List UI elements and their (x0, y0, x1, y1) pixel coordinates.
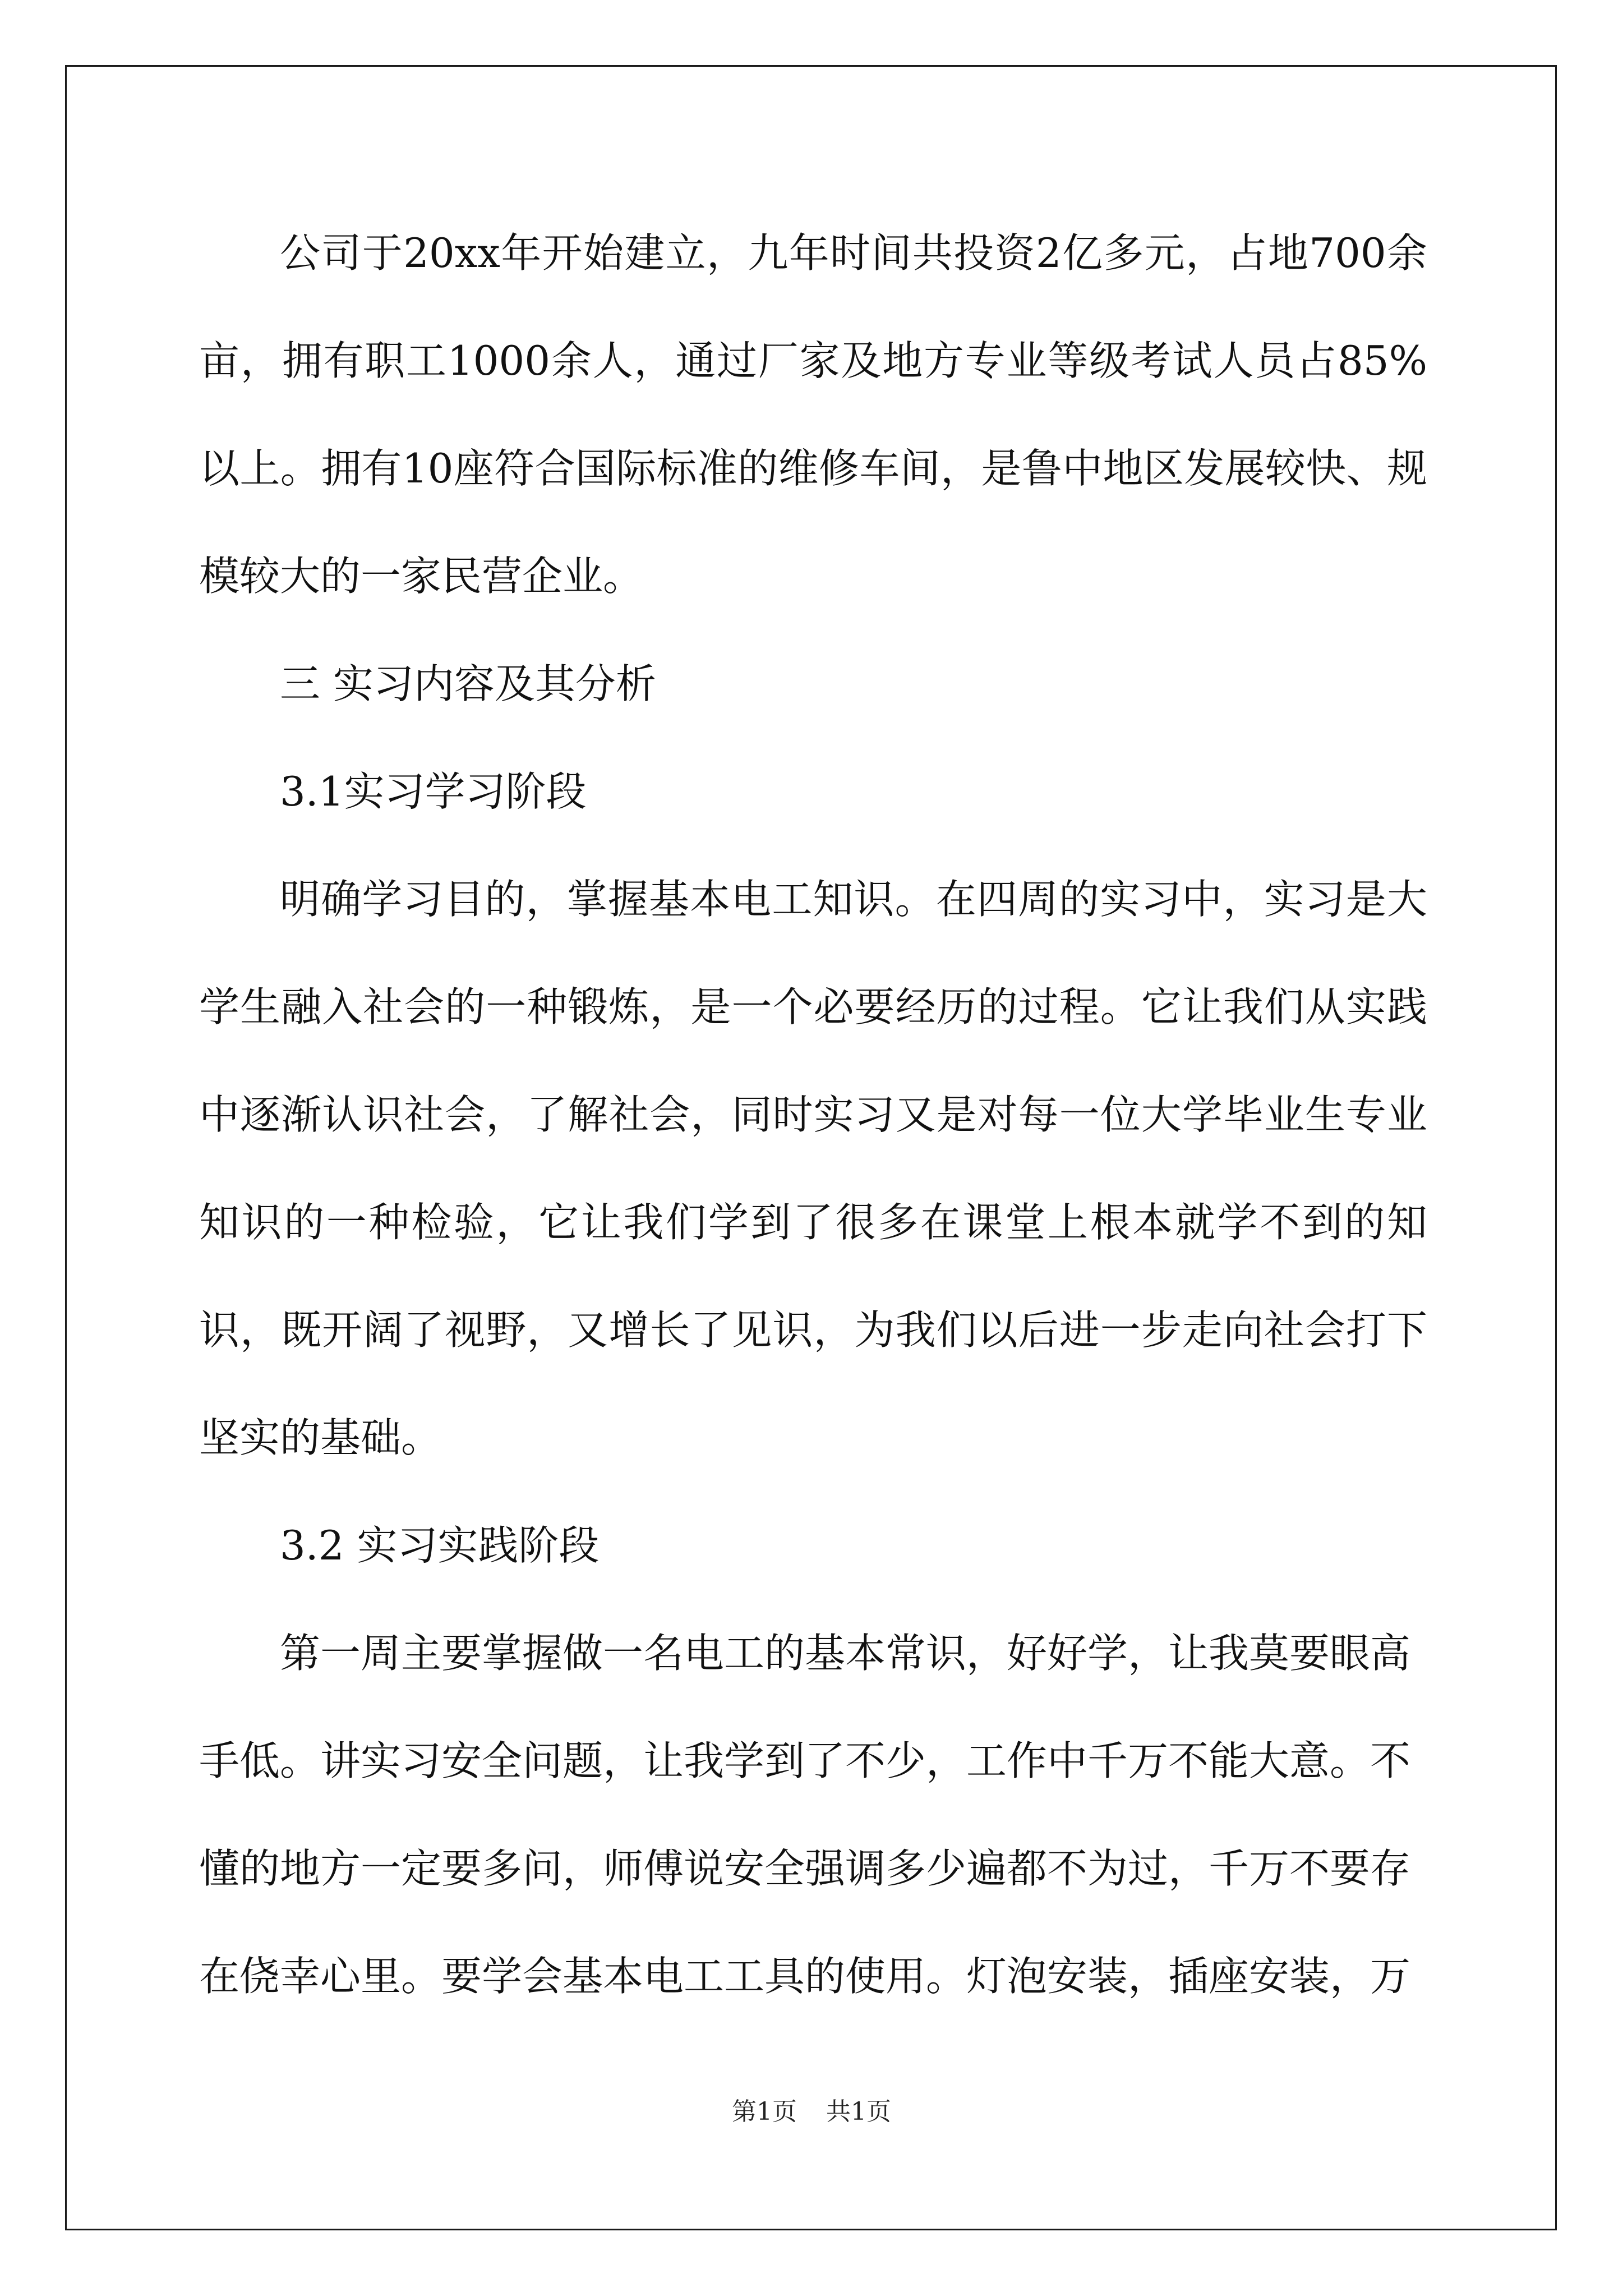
page-footer (0, 2091, 1623, 2127)
page-number: 第1页 (732, 2097, 797, 2126)
subsection-heading-learning-stage: 3.1实习学习阶段 (280, 768, 587, 815)
document-body (199, 199, 1427, 2030)
page-total: 共1页 (826, 2097, 891, 2126)
paragraph-learning-stage: 明确学习目的，掌握基本电工知识。在四周的实习中，实习是大学生融入社会的一种锻炼，是一个必要经历的过程。它让我们从实践中逐渐认识社会，了解社会，同时实习又是对每一位大学毕业生专业知识的一种检验，它让我们学到了很多在课堂上根本就学不到的知识，既开阔了视野，又增长了见识，为我们以后进一步走向社会打下坚实的基础。 (199, 876, 1427, 1461)
subsection-heading-practice-stage: 3.2 实习实践阶段 (280, 1522, 600, 1569)
paragraph-company-intro: 公司于20xx年开始建立，九年时间共投资2亿多元，占地700余亩，拥有职工1000余人，通过厂家及地方专业等级考试人员占85%以上。拥有10座符合国际标准的维修车间，是鲁中地区发展较快、规模较大的一家民营企业。 (199, 229, 1427, 600)
paragraph-practice-stage: 第一周主要掌握做一名电工的基本常识，好好学，让我莫要眼高手低。讲实习安全问题，让我学到了不少，工作中千万不能大意。不懂的地方一定要多问，师傅说安全强调多少遍都不为过，千万不要存在侥幸心里。要学会基本电工工具的使用。灯泡安装，插座安装，万 (199, 1630, 1411, 2000)
section-heading-internship-content: 三 实习内容及其分析 (280, 660, 656, 707)
